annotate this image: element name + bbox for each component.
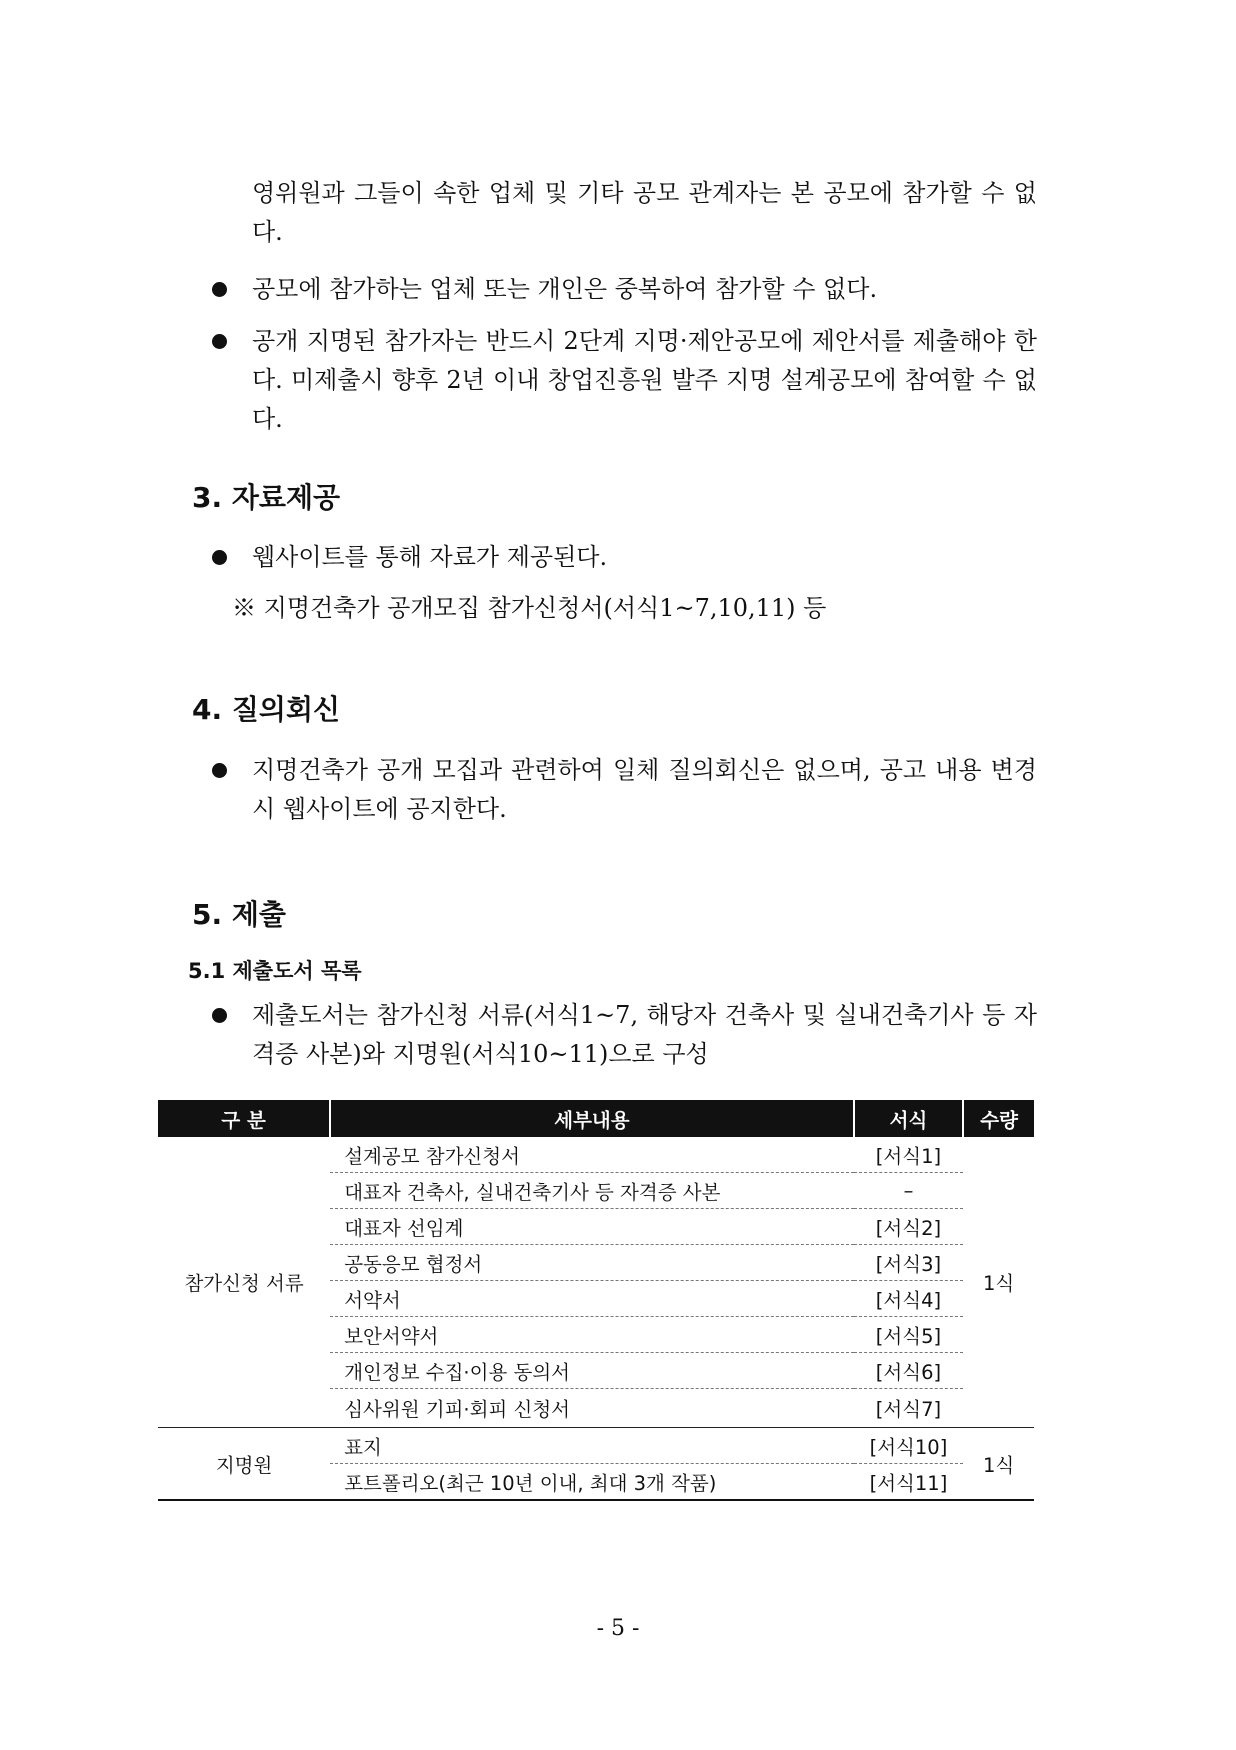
detail-cell: 심사위원 기피·회피 신청서 [330, 1389, 853, 1428]
form-cell: [서식11] [854, 1464, 964, 1501]
detail-cell: 개인정보 수집·이용 동의서 [330, 1353, 853, 1389]
category-cell: 지명원 [158, 1428, 330, 1501]
intro-continuation: 영위원과 그들이 속한 업체 및 기타 공모 관계자는 본 공모에 참가할 수 없다. [252, 179, 1037, 246]
form-cell: [서식1] [854, 1137, 964, 1173]
quantity-cell: 1식 [963, 1137, 1034, 1428]
form-cell: [서식3] [854, 1245, 964, 1281]
detail-cell: 대표자 건축사, 실내건축기사 등 자격증 사본 [330, 1173, 853, 1209]
intro-bullet-1 [212, 270, 1037, 309]
page-number: - 5 - [596, 1616, 640, 1641]
section-3-heading: 3. 자료제공 [192, 481, 341, 514]
header-detail: 세부내용 [330, 1100, 853, 1137]
form-cell: [서식7] [854, 1389, 964, 1428]
header-form: 서식 [854, 1100, 964, 1137]
section-3-note: ※ 지명건축가 공개모집 참가신청서(서식1~7,10,11) 등 [232, 594, 827, 622]
bullet-text: 지명건축가 공개 모집과 관련하여 일체 질의회신은 없으며, 공고 내용 변경 시 웹사이트에 공지한다. [252, 756, 1037, 823]
detail-cell: 대표자 선임계 [330, 1209, 853, 1245]
form-cell: [서식5] [854, 1317, 964, 1353]
table-header-row [158, 1100, 1034, 1137]
bullet-text: 웹사이트를 통해 자료가 제공된다. [252, 543, 608, 571]
bullet-icon [212, 1008, 227, 1023]
bullet-icon [212, 282, 227, 297]
form-cell: [서식2] [854, 1209, 964, 1245]
header-quantity: 수량 [963, 1100, 1034, 1137]
section-5-heading: 5. 제출 [192, 898, 286, 931]
section-4-heading: 4. 질의회신 [192, 693, 341, 726]
bullet-icon [212, 550, 227, 565]
bullet-text: 공모에 참가하는 업체 또는 개인은 중복하여 참가할 수 없다. [252, 275, 878, 303]
table-row [158, 1428, 1034, 1464]
detail-cell: 설계공모 참가신청서 [330, 1137, 853, 1173]
header-category: 구 분 [158, 1100, 330, 1137]
bullet-text: 공개 지명된 참가자는 반드시 2단계 지명·제안공모에 제안서를 제출해야 한다. 미제출시 향후 2년 이내 창업진흥원 발주 지명 설계공모에 참여할 수 없다. [252, 327, 1037, 433]
section-5-bullet [212, 996, 1037, 1074]
detail-cell: 포트폴리오(최근 10년 이내, 최대 3개 작품) [330, 1464, 853, 1501]
section-5-1-heading: 5.1 제출도서 목록 [188, 959, 362, 983]
detail-cell: 보안서약서 [330, 1317, 853, 1353]
section-3-bullet [212, 538, 1037, 577]
form-cell: – [854, 1173, 964, 1209]
table-row [158, 1137, 1034, 1173]
section-4-bullet [212, 751, 1037, 829]
submission-table [158, 1100, 1034, 1501]
bullet-icon [212, 334, 227, 349]
form-cell: [서식10] [854, 1428, 964, 1464]
detail-cell: 공동응모 협정서 [330, 1245, 853, 1281]
category-cell: 참가신청 서류 [158, 1137, 330, 1428]
detail-cell: 표지 [330, 1428, 853, 1464]
intro-bullet-2 [212, 322, 1037, 439]
bullet-text: 제출도서는 참가신청 서류(서식1~7, 해당자 건축사 및 실내건축기사 등 자격증 사본)와 지명원(서식10~11)으로 구성 [252, 1001, 1037, 1068]
bullet-icon [212, 763, 227, 778]
form-cell: [서식4] [854, 1281, 964, 1317]
detail-cell: 서약서 [330, 1281, 853, 1317]
form-cell: [서식6] [854, 1353, 964, 1389]
quantity-cell: 1식 [963, 1428, 1034, 1501]
